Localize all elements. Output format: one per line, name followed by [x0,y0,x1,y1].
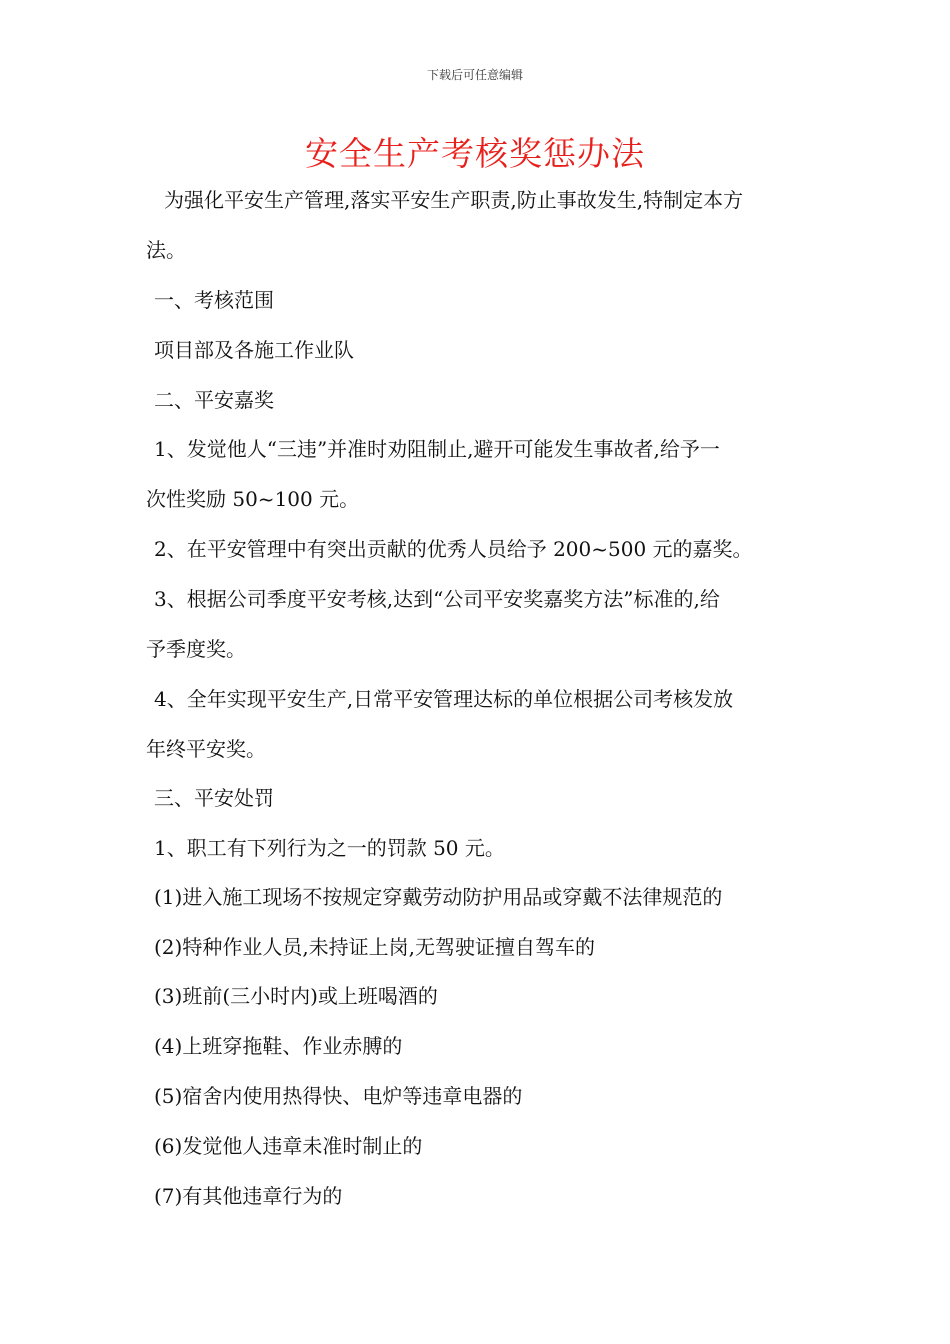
penalty-subitem-5: (5)宿舍内使用热得快、电炉等违章电器的 [154,1084,523,1108]
reward-item-4: 4、全年实现平安生产,日常平安管理达标的单位根据公司考核发放 [154,687,734,711]
penalty-subitem-6: (6)发觉他人违章未准时制止的 [154,1134,423,1158]
section-heading-scope: 一、考核范围 [154,288,274,312]
paragraph-scope: 项目部及各施工作业队 [154,338,354,362]
penalty-item-1: 1、职工有下列行为之一的罚款 50 元。 [154,836,505,860]
penalty-subitem-7: (7)有其他违章行为的 [154,1184,343,1208]
section-heading-rewards: 二、平安嘉奖 [154,388,274,412]
document-title: 安全生产考核奖惩办法 [305,134,645,173]
penalty-subitem-2: (2)特种作业人员,未持证上岗,无驾驶证擅自驾车的 [154,935,596,959]
penalty-subitem-1: (1)进入施工现场不按规定穿戴劳动防护用品或穿戴不法律规范的 [154,885,723,909]
reward-item-3-cont: 予季度奖。 [146,637,246,661]
penalty-subitem-4: (4)上班穿拖鞋、作业赤膊的 [154,1034,403,1058]
penalty-subitem-3: (3)班前(三小时内)或上班喝酒的 [154,984,438,1008]
reward-item-1-cont: 次性奖励 50~100 元。 [146,487,360,511]
header-note: 下载后可任意编辑 [426,68,523,82]
reward-item-3: 3、根据公司季度平安考核,达到“公司平安奖嘉奖方法”标准的,给 [154,587,720,611]
paragraph-intro: 为强化平安生产管理,落实平安生产职责,防止事故发生,特制定本方 [164,188,744,212]
reward-item-1: 1、发觉他人“三违”并准时劝阻制止,避开可能发生事故者,给予一 [154,437,720,461]
section-heading-penalties: 三、平安处罚 [154,786,274,810]
reward-item-2: 2、在平安管理中有突出贡献的优秀人员给予 200~500 元的嘉奖。 [154,537,753,561]
reward-item-4-cont: 年终平安奖。 [146,737,266,761]
paragraph-intro-cont: 法。 [146,238,186,262]
